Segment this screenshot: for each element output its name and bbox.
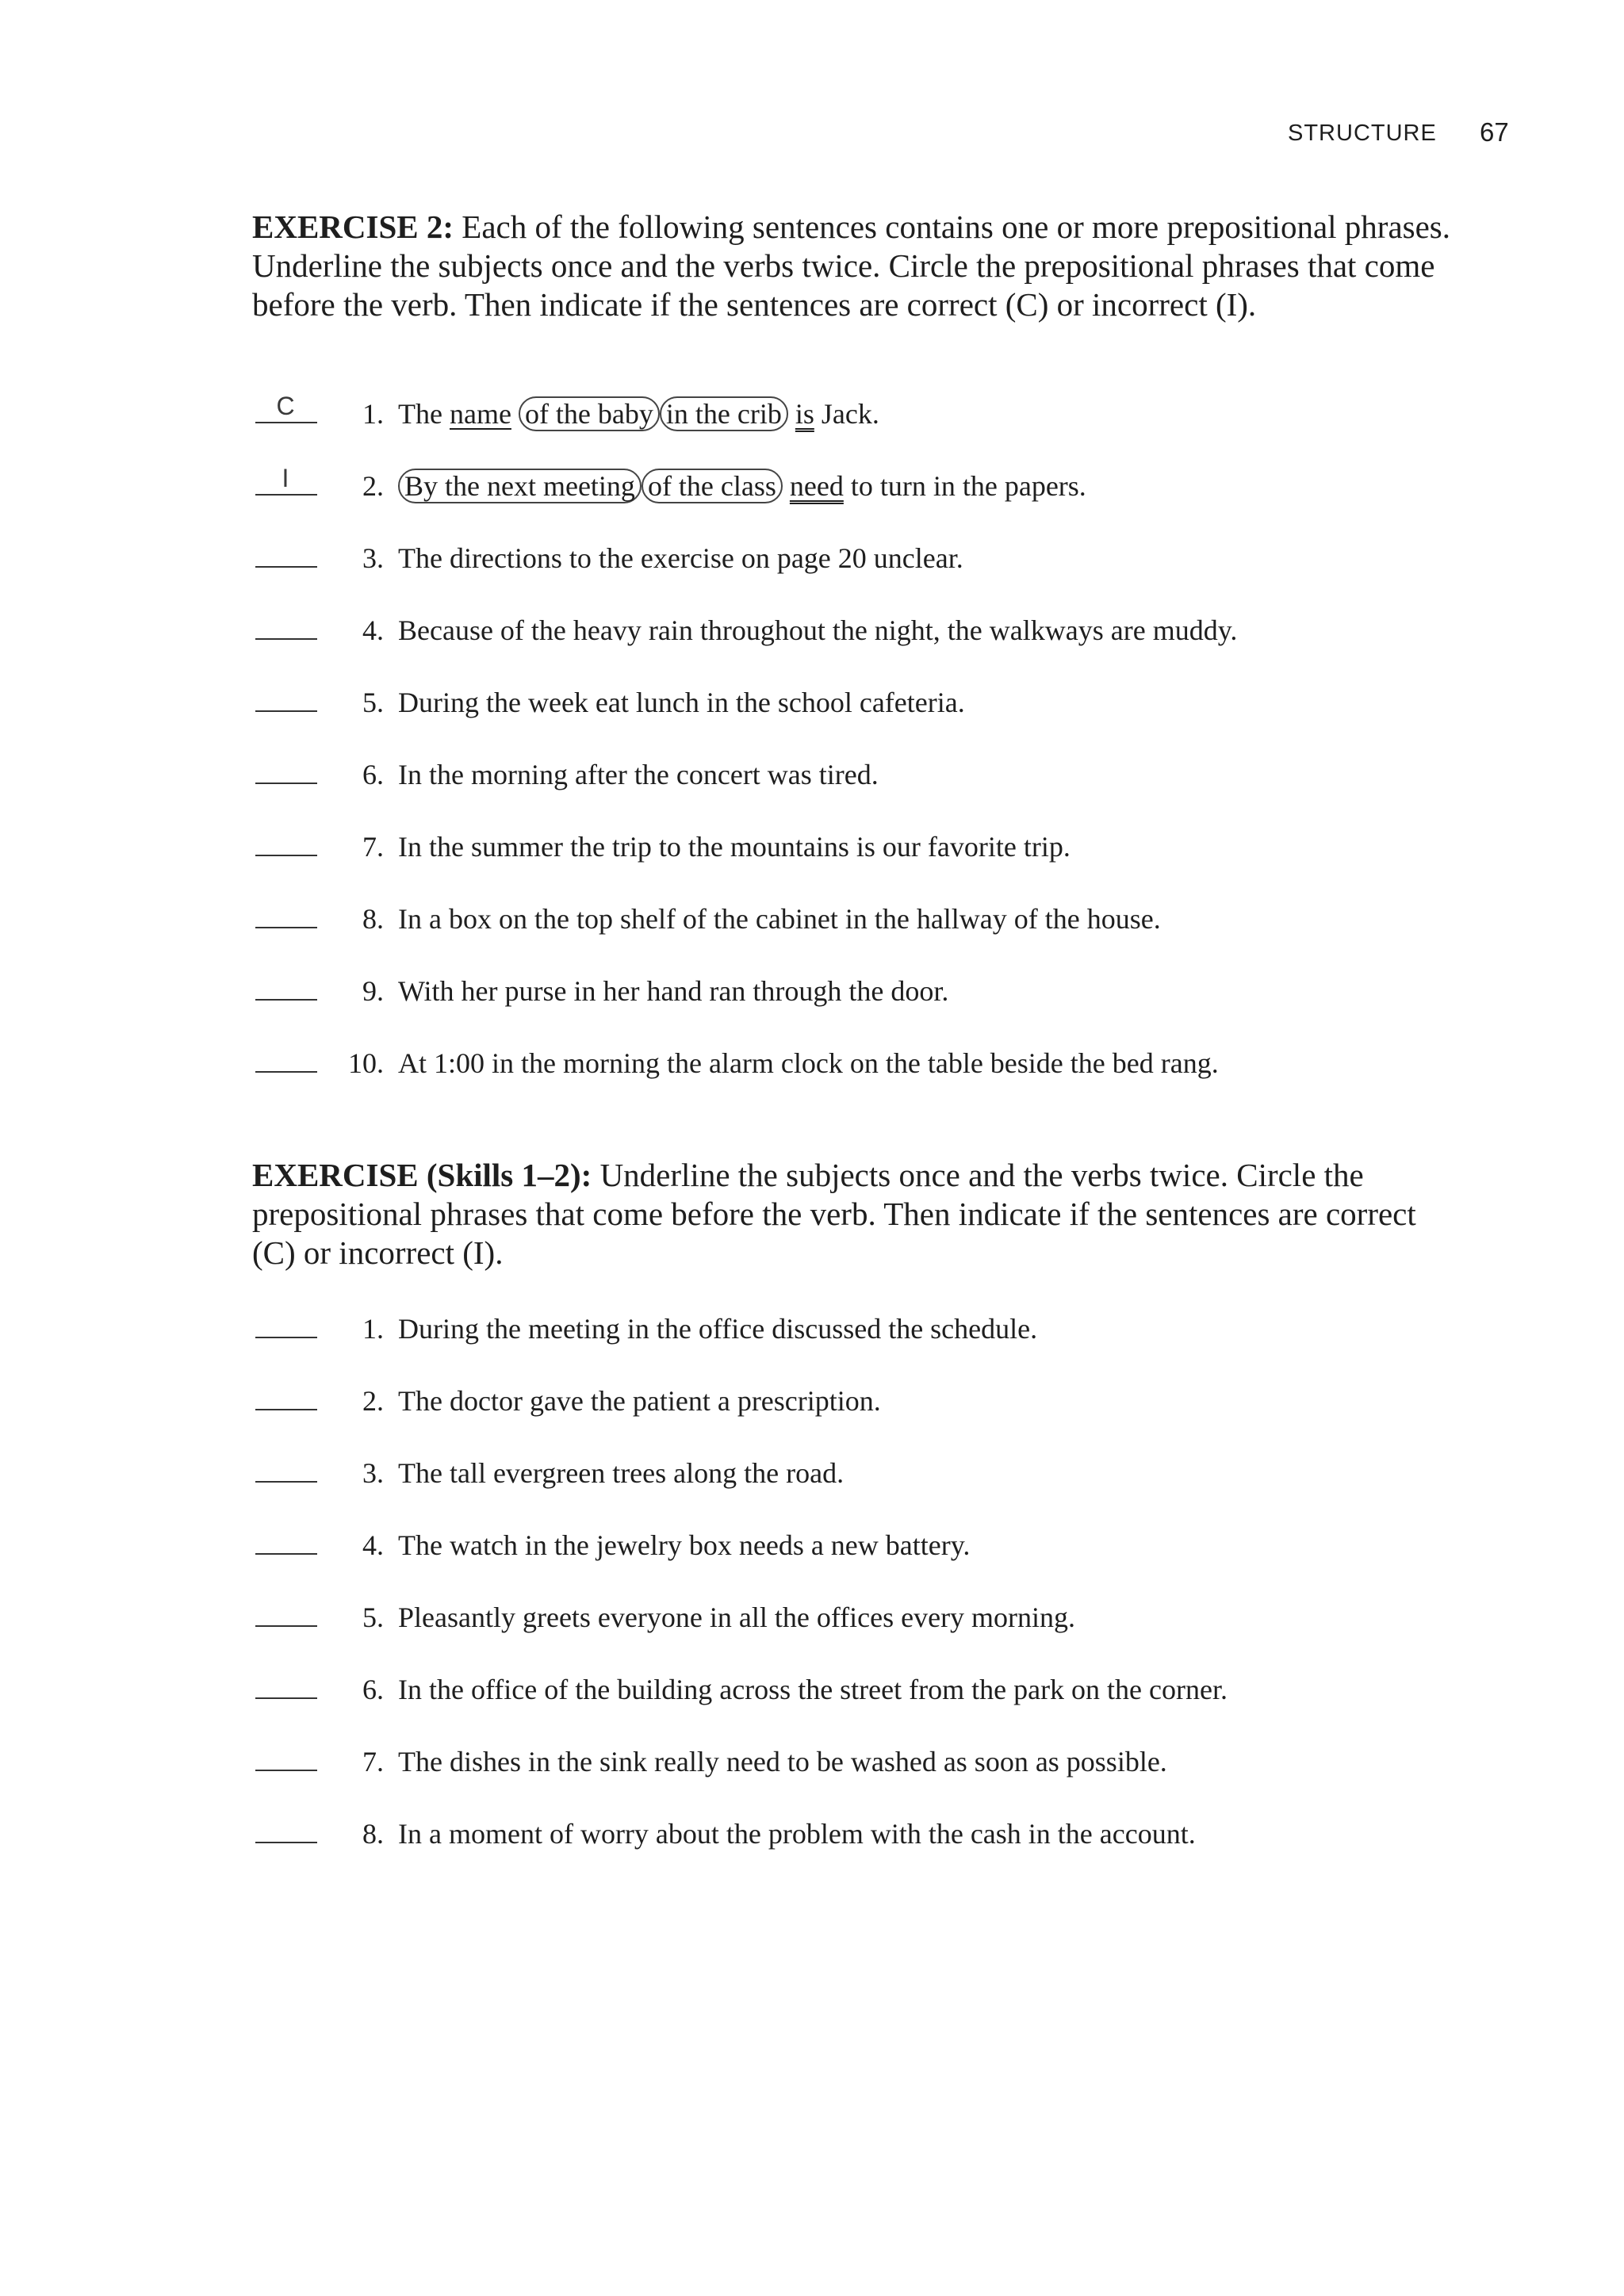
- item-sentence: In the summer the trip to the mountains is our favorite trip.: [398, 831, 1071, 863]
- example-sentence-2: [398, 467, 1086, 505]
- answer-blank[interactable]: [255, 1409, 317, 1410]
- item-number: 1.: [362, 398, 384, 430]
- item-sentence: In a moment of worry about the problem with the cash in the account.: [398, 1818, 1196, 1850]
- exercise-2-item: [252, 756, 1457, 828]
- answer-blank[interactable]: [255, 1842, 317, 1843]
- exercise-skills-instructions-text: Underline the subjects once and the verbs twice. Circle the prepositional phrases that come before the verb. Then indicate if the sentences are correct (C) or incorrect (I).: [252, 1157, 1416, 1271]
- answer-blank[interactable]: [255, 566, 317, 568]
- item-sentence: The dishes in the sink really need to be washed as soon as possible.: [398, 1746, 1167, 1777]
- item-number: 4.: [362, 1529, 384, 1561]
- item-sentence: Pleasantly greets everyone in all the offices every morning.: [398, 1601, 1076, 1633]
- answer-blank[interactable]: [255, 710, 317, 712]
- item-sentence: In the office of the building across the street from the park on the corner.: [398, 1674, 1228, 1705]
- exercise-skills-items: [252, 1310, 1457, 1887]
- sentence-word: to turn in the papers.: [850, 470, 1086, 502]
- item-number: 8.: [362, 1818, 384, 1850]
- item-number: 7.: [362, 831, 384, 863]
- handwritten-answer: C: [276, 392, 295, 420]
- running-head: [1189, 117, 1507, 157]
- double-underlined-verb: need: [789, 470, 844, 502]
- exercise-2: [252, 208, 1457, 324]
- answer-blank[interactable]: [255, 1770, 317, 1771]
- exercise-2-item: [252, 900, 1457, 972]
- item-sentence: At 1:00 in the morning the alarm clock on the table beside the bed rang.: [398, 1047, 1219, 1079]
- section-label: STRUCTURE: [1288, 121, 1437, 146]
- item-number: 1.: [362, 1313, 384, 1345]
- answer-blank[interactable]: [255, 1697, 317, 1699]
- sentence-word: The: [398, 398, 442, 430]
- item-sentence: With her purse in her hand ran through the door.: [398, 975, 949, 1007]
- item-sentence: In the morning after the concert was tired.: [398, 759, 879, 790]
- answer-blank[interactable]: [255, 1337, 317, 1338]
- item-number: 9.: [362, 975, 384, 1007]
- answer-blank[interactable]: [255, 638, 317, 640]
- exercise-2-instructions: [252, 208, 1457, 324]
- exercise-skills-item: [252, 1454, 1457, 1526]
- answer-blank[interactable]: [255, 855, 317, 856]
- exercise-skills-heading: EXERCISE (Skills 1–2):: [252, 1157, 592, 1193]
- exercise-2-item-1: [252, 392, 1457, 467]
- underlined-subject: name: [449, 398, 511, 430]
- item-sentence: The directions to the exercise on page 20 unclear.: [398, 542, 963, 574]
- circled-phrase: By the next meeting: [398, 469, 642, 503]
- item-number: 5.: [362, 687, 384, 718]
- item-sentence: Because of the heavy rain throughout the night, the walkways are muddy.: [398, 614, 1238, 646]
- answer-blank[interactable]: [255, 1625, 317, 1627]
- item-sentence: In a box on the top shelf of the cabinet in the hallway of the house.: [398, 903, 1161, 935]
- item-sentence: The doctor gave the patient a prescription.: [398, 1385, 881, 1417]
- exercise-2-item: [252, 683, 1457, 756]
- item-number: 6.: [362, 759, 384, 790]
- item-number: 3.: [362, 1457, 384, 1489]
- exercise-skills-item: [252, 1526, 1457, 1598]
- exercise-skills-item: [252, 1815, 1457, 1887]
- answer-blank[interactable]: [255, 1071, 317, 1073]
- exercise-2-item: [252, 828, 1457, 900]
- double-underlined-verb: is: [795, 398, 814, 430]
- circled-phrase: in the crib: [660, 396, 788, 431]
- answer-blank[interactable]: [255, 1481, 317, 1483]
- item-number: 7.: [362, 1746, 384, 1777]
- exercise-2-item-2: [252, 464, 1457, 539]
- exercise-2-item: [252, 1044, 1457, 1116]
- item-number: 3.: [362, 542, 384, 574]
- item-number: 8.: [362, 903, 384, 935]
- exercise-2-items: [252, 392, 1457, 1116]
- circled-phrase: of the baby: [519, 396, 660, 431]
- answer-blank[interactable]: [255, 999, 317, 1001]
- answer-blank[interactable]: [255, 783, 317, 784]
- exercise-skills-item: [252, 1743, 1457, 1815]
- answer-blank[interactable]: [255, 927, 317, 928]
- exercise-skills-item: [252, 1598, 1457, 1670]
- item-number: 5.: [362, 1601, 384, 1633]
- answer-blank[interactable]: [255, 1553, 317, 1555]
- exercise-2-instructions-text: Each of the following sentences contains one or more prepositional phrases. Underline the subjects once and the verbs twice. Circle the prepositional phrases that come before the verb. Then indicate if the sentences are correct (C) or incorrect (I).: [252, 209, 1450, 323]
- exercise-2-item: [252, 972, 1457, 1044]
- exercise-skills-item: [252, 1310, 1457, 1382]
- page-number: 67: [1480, 117, 1509, 147]
- item-sentence: During the meeting in the office discussed the schedule.: [398, 1313, 1038, 1345]
- circled-phrase: of the class: [642, 469, 783, 503]
- item-sentence: The tall evergreen trees along the road.: [398, 1457, 845, 1489]
- item-number: 2.: [362, 1385, 384, 1417]
- example-sentence-1: [398, 395, 879, 433]
- exercise-skills-item: [252, 1382, 1457, 1454]
- exercise-2-heading: EXERCISE 2:: [252, 209, 454, 245]
- item-sentence: The watch in the jewelry box needs a new battery.: [398, 1529, 971, 1561]
- exercise-skills-instructions: [252, 1156, 1457, 1272]
- sentence-word: Jack.: [821, 398, 879, 430]
- exercise-skills-1-2: [252, 1156, 1457, 1272]
- exercise-skills-item: [252, 1670, 1457, 1743]
- item-number: 10.: [348, 1047, 384, 1079]
- exercise-2-item: [252, 539, 1457, 611]
- item-number: 2.: [362, 470, 384, 502]
- item-number: 6.: [362, 1674, 384, 1705]
- item-sentence: During the week eat lunch in the school cafeteria.: [398, 687, 965, 718]
- exercise-2-item: [252, 611, 1457, 683]
- handwritten-answer: I: [282, 464, 289, 492]
- item-number: 4.: [362, 614, 384, 646]
